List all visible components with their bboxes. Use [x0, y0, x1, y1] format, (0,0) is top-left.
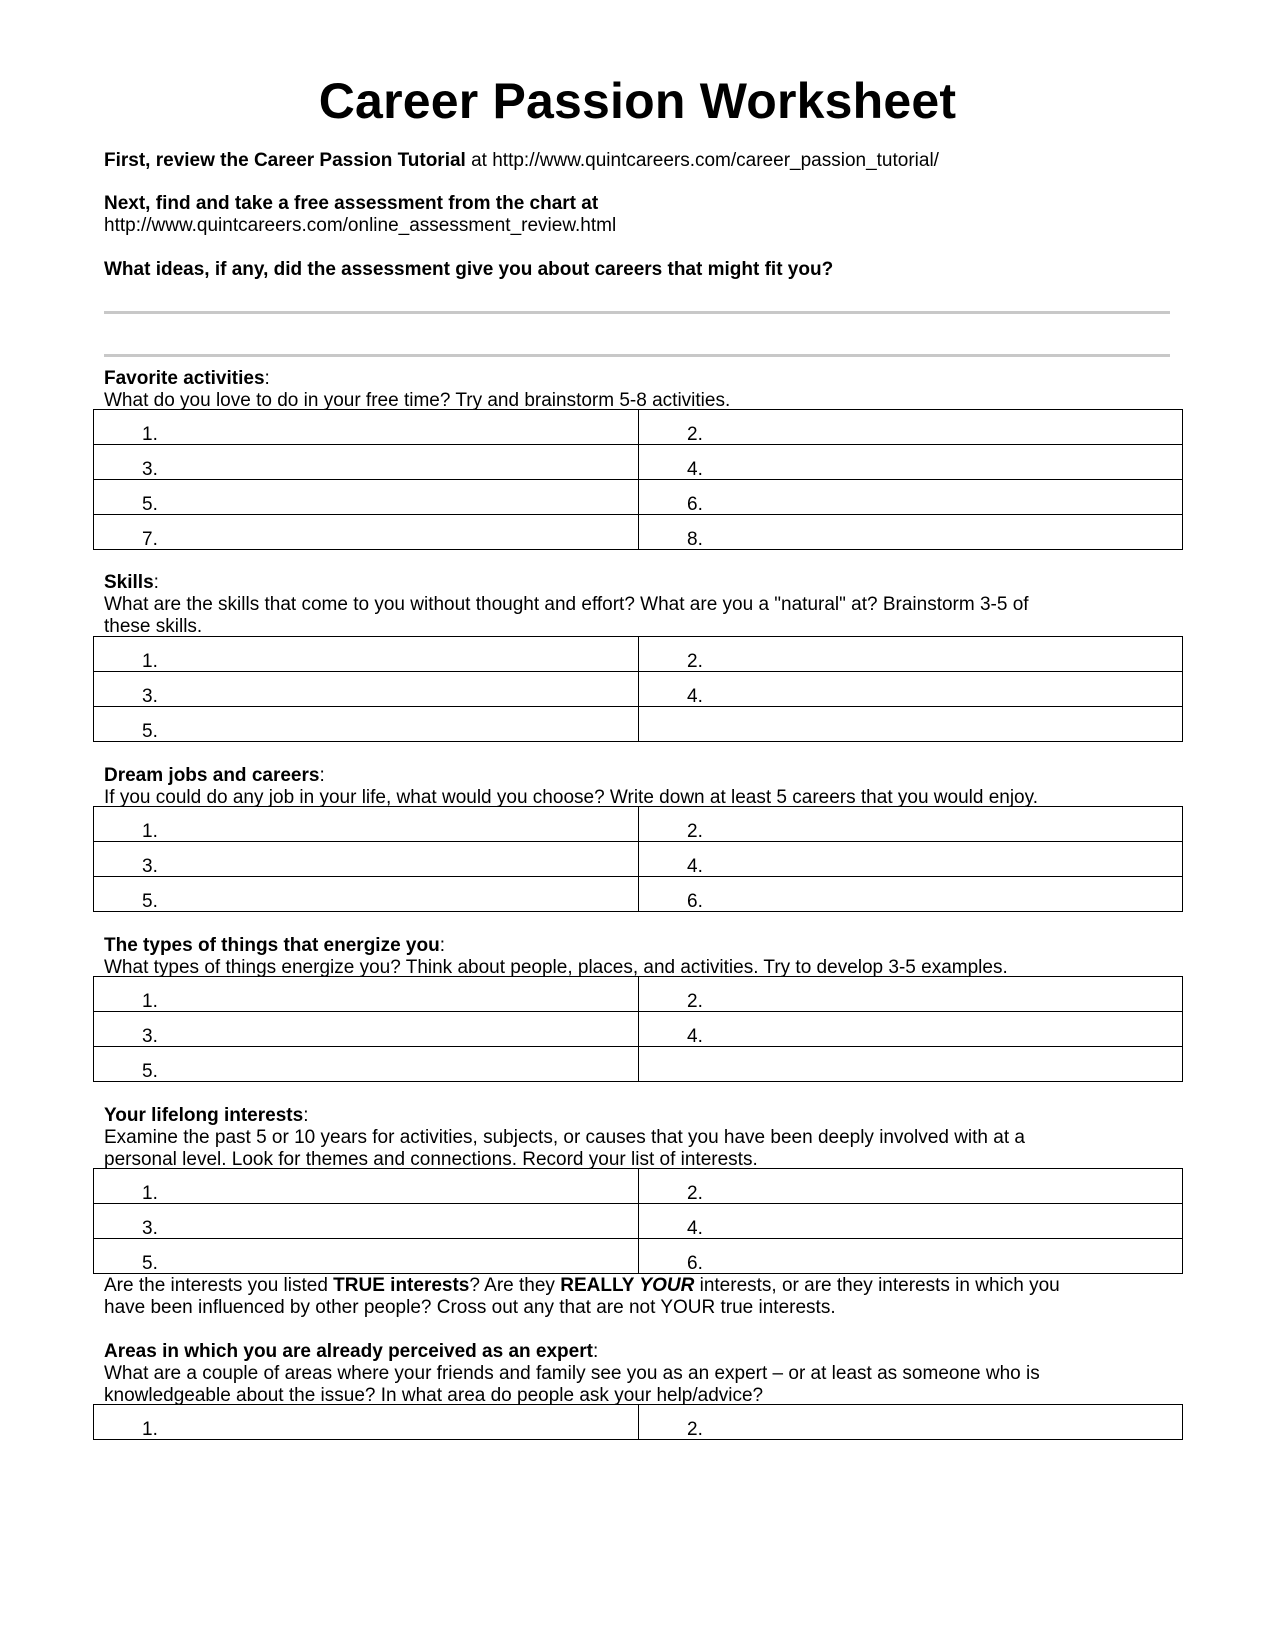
cell-number: 7. — [142, 529, 158, 550]
cell-number: 1. — [142, 651, 158, 672]
note-emphasis: TRUE interests — [333, 1275, 470, 1296]
cell-number: 4. — [687, 1026, 703, 1047]
activities-heading-text: Favorite activities — [104, 368, 265, 389]
interests-note-line-2: have been influenced by other people? Cross out any that are not YOUR true interests. — [104, 1297, 836, 1318]
cell-number: 2. — [687, 991, 703, 1012]
cell-number: 4. — [687, 1218, 703, 1239]
energize-heading-text: The types of things that energize you — [104, 935, 440, 956]
table-row — [94, 1239, 1183, 1274]
answer-line-2[interactable] — [104, 354, 1170, 357]
note-text: ? Are they — [469, 1275, 561, 1296]
cell-number: 1. — [142, 821, 158, 842]
cell-number: 8. — [687, 529, 703, 550]
skill-cell-3[interactable] — [94, 672, 639, 707]
cell-number: 3. — [142, 686, 158, 707]
note-emphasis: REALLY — [560, 1275, 640, 1296]
skills-table — [93, 636, 1183, 742]
activity-cell-7[interactable] — [94, 515, 639, 550]
expert-cell-1[interactable] — [94, 1405, 639, 1440]
cell-number: 3. — [142, 1026, 158, 1047]
table-row — [94, 1047, 1183, 1082]
energize-cell-1[interactable] — [94, 977, 639, 1012]
cell-number: 2. — [687, 424, 703, 445]
cell-number: 1. — [142, 991, 158, 1012]
table-row — [94, 842, 1183, 877]
activity-cell-1[interactable] — [94, 410, 639, 445]
skill-cell-4[interactable] — [639, 672, 1183, 707]
dream-heading — [104, 764, 325, 787]
interests-heading-text: Your lifelong interests — [104, 1105, 304, 1126]
skill-cell-empty[interactable] — [639, 707, 1183, 742]
energize-cell-empty[interactable] — [639, 1047, 1183, 1082]
activities-heading — [104, 367, 270, 390]
energize-prompt: What types of things energize you? Think about people, places, and activities. Try to develop 3-5 examples. — [104, 957, 1008, 978]
activity-cell-8[interactable] — [639, 515, 1183, 550]
cell-number: 3. — [142, 459, 158, 480]
dream-prompt: If you could do any job in your life, what would you choose? Write down at least 5 careers that you would enjoy. — [104, 787, 1038, 808]
assessment-url[interactable]: http://www.quintcareers.com/online_assessment_review.html — [104, 215, 617, 236]
interest-cell-5[interactable] — [94, 1239, 639, 1274]
note-text: Are the interests you listed — [104, 1275, 334, 1296]
expert-prompt-line-2: knowledgeable about the issue? In what area do people ask your help/advice? — [104, 1385, 764, 1406]
table-row — [94, 480, 1183, 515]
activity-cell-6[interactable] — [639, 480, 1183, 515]
activities-heading-colon: : — [264, 368, 270, 389]
energize-heading-colon: : — [439, 935, 445, 956]
table-row — [94, 1405, 1183, 1440]
interests-table — [93, 1168, 1183, 1274]
dream-heading-colon: : — [319, 765, 325, 786]
activity-cell-2[interactable] — [639, 410, 1183, 445]
skills-heading-colon: : — [153, 572, 159, 593]
cell-number: 6. — [687, 1253, 703, 1274]
assessment-instruction: Next, find and take a free assessment from the chart at — [104, 193, 599, 214]
skills-heading — [104, 571, 159, 594]
table-row — [94, 1204, 1183, 1239]
activities-prompt: What do you love to do in your free time? Try and brainstorm 5-8 activities. — [104, 390, 731, 411]
cell-number: 5. — [142, 1061, 158, 1082]
energize-cell-3[interactable] — [94, 1012, 639, 1047]
cell-number: 6. — [687, 891, 703, 912]
cell-number: 4. — [687, 459, 703, 480]
assessment-question: What ideas, if any, did the assessment give you about careers that might fit you? — [104, 259, 834, 280]
table-row — [94, 707, 1183, 742]
note-emphasis-italic: YOUR — [639, 1275, 695, 1296]
table-row — [94, 1169, 1183, 1204]
skills-prompt-line-2: these skills. — [104, 616, 203, 637]
dream-cell-4[interactable] — [639, 842, 1183, 877]
tutorial-instruction: First, review the Career Passion Tutorial — [104, 150, 466, 171]
table-row — [94, 672, 1183, 707]
cell-number: 1. — [142, 1183, 158, 1204]
interests-heading — [104, 1104, 308, 1127]
cell-number: 2. — [687, 1419, 703, 1440]
dream-cell-6[interactable] — [639, 877, 1183, 912]
note-text: interests, or are they interests in which you — [694, 1275, 1060, 1296]
dream-cell-2[interactable] — [639, 807, 1183, 842]
intro-line-1 — [104, 149, 939, 172]
activity-cell-5[interactable] — [94, 480, 639, 515]
cell-number: 1. — [142, 1419, 158, 1440]
cell-number: 6. — [687, 494, 703, 515]
expert-cell-2[interactable] — [639, 1405, 1183, 1440]
cell-number: 5. — [142, 891, 158, 912]
cell-number: 2. — [687, 651, 703, 672]
interests-prompt-line-2: personal level. Look for themes and connections. Record your list of interests. — [104, 1149, 758, 1170]
cell-number: 2. — [687, 1183, 703, 1204]
answer-line-1[interactable] — [104, 311, 1170, 314]
page-title: Career Passion Worksheet — [318, 73, 957, 129]
table-row — [94, 637, 1183, 672]
expert-heading-text: Areas in which you are already perceived as an expert — [104, 1341, 593, 1362]
table-row — [94, 877, 1183, 912]
interest-cell-6[interactable] — [639, 1239, 1183, 1274]
activity-cell-4[interactable] — [639, 445, 1183, 480]
expert-prompt-line-1: What are a couple of areas where your friends and family see you as an expert – or at least as someone who is — [104, 1363, 1040, 1384]
dream-table — [93, 806, 1183, 912]
cell-number: 4. — [687, 686, 703, 707]
expert-heading-colon: : — [592, 1341, 599, 1362]
table-row — [94, 977, 1183, 1012]
cell-number: 5. — [142, 1253, 158, 1274]
energize-heading — [104, 934, 445, 957]
cell-number: 3. — [142, 1218, 158, 1239]
interest-cell-2[interactable] — [639, 1169, 1183, 1204]
skill-cell-1[interactable] — [94, 637, 639, 672]
interest-cell-3[interactable] — [94, 1204, 639, 1239]
table-row — [94, 807, 1183, 842]
skills-prompt-line-1: What are the skills that come to you without thought and effort? What are you a "natural" at? Brainstorm 3-5 of — [104, 594, 1029, 615]
expert-heading — [104, 1340, 598, 1363]
table-row — [94, 445, 1183, 480]
activities-table — [93, 409, 1183, 550]
cell-number: 5. — [142, 494, 158, 515]
energize-cell-4[interactable] — [639, 1012, 1183, 1047]
energize-cell-2[interactable] — [639, 977, 1183, 1012]
cell-number: 1. — [142, 424, 158, 445]
tutorial-url[interactable]: at http://www.quintcareers.com/career_passion_tutorial/ — [465, 150, 939, 171]
cell-number: 2. — [687, 821, 703, 842]
interests-note-line-1 — [104, 1274, 1060, 1297]
interest-cell-1[interactable] — [94, 1169, 639, 1204]
expert-table — [93, 1404, 1183, 1440]
cell-number: 4. — [687, 856, 703, 877]
skills-heading-text: Skills — [104, 572, 154, 593]
dream-cell-3[interactable] — [94, 842, 639, 877]
cell-number: 3. — [142, 856, 158, 877]
energize-cell-5[interactable] — [94, 1047, 639, 1082]
skill-cell-5[interactable] — [94, 707, 639, 742]
dream-cell-5[interactable] — [94, 877, 639, 912]
dream-heading-text: Dream jobs and careers — [104, 765, 320, 786]
dream-cell-1[interactable] — [94, 807, 639, 842]
interests-prompt-line-1: Examine the past 5 or 10 years for activities, subjects, or causes that you have been deeply involved with at a — [104, 1127, 1025, 1148]
activity-cell-3[interactable] — [94, 445, 639, 480]
cell-number: 5. — [142, 721, 158, 742]
table-row — [94, 1012, 1183, 1047]
table-row — [94, 515, 1183, 550]
table-row — [94, 410, 1183, 445]
energize-table — [93, 976, 1183, 1082]
interests-heading-colon: : — [303, 1105, 309, 1126]
skill-cell-2[interactable] — [639, 637, 1183, 672]
interest-cell-4[interactable] — [639, 1204, 1183, 1239]
